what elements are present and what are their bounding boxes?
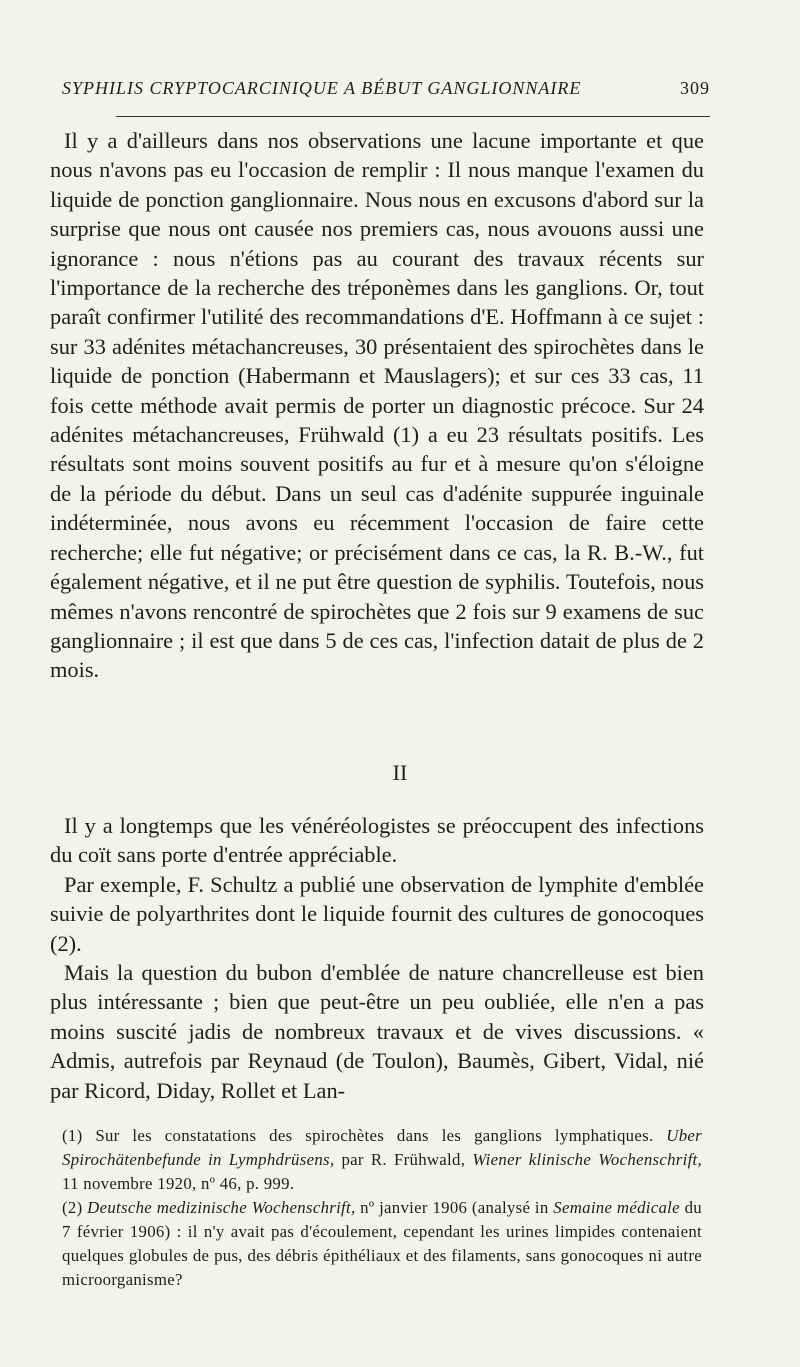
paragraph-2: Il y a longtemps que les vénéréologistes se préoccupent des infections du coït sans porte d'entrée appréciable.: [50, 813, 704, 868]
section-text: [50, 811, 704, 1105]
footnote-1: [62, 1124, 702, 1196]
footnote-1-lead: (1) Sur les constatations des spirochètes dans les ganglions lymphatiques.: [62, 1126, 667, 1145]
footnote-2-tail: du 7 février 1906) : il n'y avait pas d'écoulement, cependant les urines limpides contenaient quelques globules de pus, des débris épithéliaux et des filaments, sans gonocoques ni autre microorganisme?: [62, 1198, 702, 1289]
footnotes: [62, 1124, 702, 1292]
section-heading: II: [392, 760, 408, 785]
footnote-2-lead: (2): [62, 1198, 88, 1217]
paragraph-1: Il y a d'ailleurs dans nos observations une lacune importante et que nous n'avons pas eu l'occasion de remplir : Il nous manque l'examen du liquide de ponction ganglionnaire. Nous nous en excusons d'abord sur la surprise que nous ont causée nos premiers cas, nous avouons aussi une ignorance : nous n'étions pas au courant des travaux récents sur l'importance de la recherche des tréponèmes dans les ganglions. Or, tout paraît confirmer l'utilité des recommandations d'E. Hoffmann à ce sujet : sur 33 adénites métachancreuses, 30 présentaient des spirochètes dans le liquide de ponction (Habermann et Mauslagers); et sur ces 33 cas, 11 fois cette méthode avait permis de porter un diagnostic précoce. Sur 24 adénites métachancreuses, Frühwald (1) a eu 23 résultats positifs. Les résultats sont moins souvent positifs au fur et à mesure qu'on s'éloigne de la période du début. Dans un seul cas d'adénite suppurée inguinale indéterminée, nous avons eu récemment l'occasion de faire cette recherche; elle fut négative; or précisément dans ce cas, la R. B.-W., fut également négative, et il ne put être question de syphilis. Toutefois, nous mêmes n'avons rencontré de spirochètes que 2 fois sur 9 examens de suc ganglionnaire ; il est que dans 5 de ces cas, l'infection datait de plus de 2 mois.: [50, 128, 704, 683]
footnote-2: [62, 1196, 702, 1292]
paragraph-3: Par exemple, F. Schultz a publié une observation de lymphite d'emblée suivie de polyarthrites dont le liquide fournit des cultures de gonocoques (2).: [50, 871, 704, 956]
running-header: [62, 74, 710, 104]
paragraph-4: Mais la question du bubon d'emblée de nature chancrelleuse est bien plus intéressante ; bien que peut-être un peu oubliée, elle n'en a pas moins suscité jadis de nombreux travaux et de vives discussions. « Admis, autrefois par Reynaud (de Toulon), Baumès, Gibert, Vidal, nié par Ricord, Diday, Rollet et Lan-: [50, 960, 704, 1103]
footnote-1-journal: Wiener klinische Wochenschrift,: [472, 1150, 702, 1169]
page-number: 309: [680, 78, 710, 98]
footnote-1-mid: par R. Frühwald,: [334, 1150, 473, 1169]
footnote-2-mid: nº janvier 1906 (analysé in: [355, 1198, 554, 1217]
main-text: [50, 126, 704, 685]
footnote-1-tail: 11 novembre 1920, nº 46, p. 999.: [62, 1174, 295, 1193]
footnote-1-title: Uber Spirochätenbefunde in Lymphdrüsens,: [62, 1126, 702, 1169]
header-rule: [116, 116, 710, 117]
footnote-2-journal: Deutsche medizinische Wochenschrift,: [87, 1198, 356, 1217]
running-title: SYPHILIS CRYPTOCARCINIQUE A BÉBUT GANGLIONNAIRE: [62, 78, 582, 98]
footnote-2-semaine: Semaine médicale: [553, 1198, 680, 1217]
